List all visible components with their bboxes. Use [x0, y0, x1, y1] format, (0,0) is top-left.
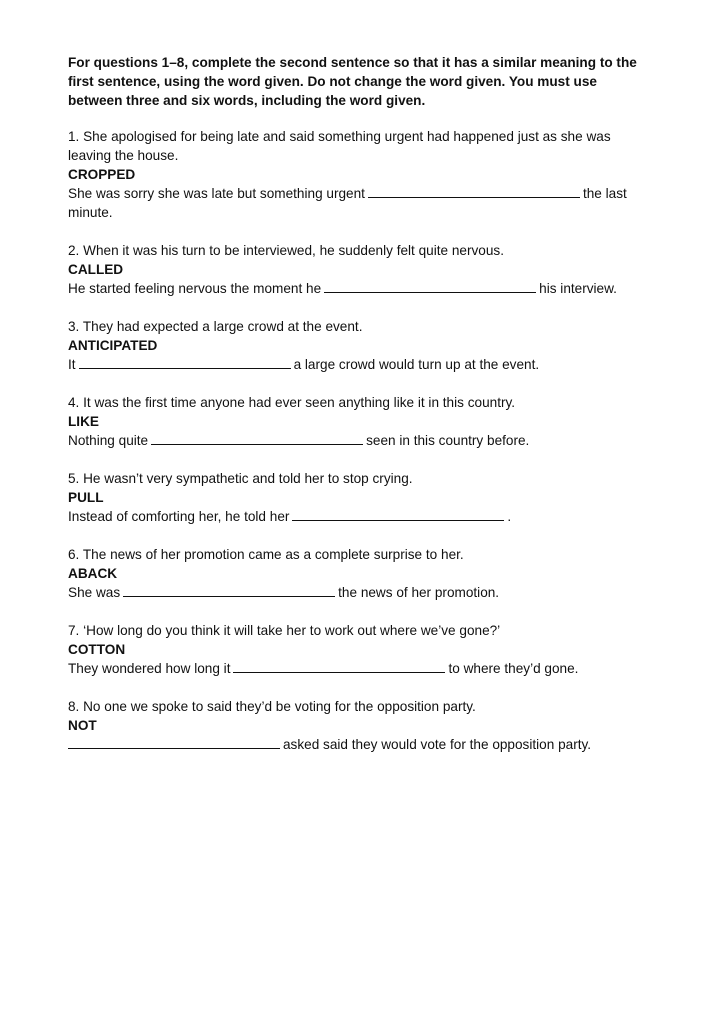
- sentence-end: seen in this country before.: [366, 433, 530, 448]
- question-prompt: 6. The news of her promotion came as a complete surprise to her.: [68, 547, 464, 562]
- sentence-end: the last minute.: [68, 186, 627, 220]
- sentence-start: It: [68, 357, 76, 372]
- sentence-start: They wondered how long it: [68, 661, 231, 676]
- question-8: [68, 697, 649, 754]
- question-1: [68, 127, 649, 222]
- question-prompt: 5. He wasn’t very sympathetic and told her to stop crying.: [68, 471, 413, 486]
- question-prompt: 7. ‘How long do you think it will take her to work out where we’ve gone?’: [68, 623, 501, 638]
- answer-blank[interactable]: [233, 659, 445, 673]
- question-prompt: 8. No one we spoke to said they’d be voting for the opposition party.: [68, 699, 476, 714]
- sentence-end: to where they’d gone.: [448, 661, 579, 676]
- keyword: PULL: [68, 490, 104, 505]
- answer-sentence: [68, 735, 649, 754]
- answer-sentence: [68, 355, 649, 374]
- question-prompt: 3. They had expected a large crowd at the event.: [68, 319, 363, 334]
- answer-blank[interactable]: [151, 431, 363, 445]
- question-7: [68, 621, 649, 678]
- sentence-start: He started feeling nervous the moment he: [68, 281, 322, 296]
- question-prompt: 4. It was the first time anyone had ever seen anything like it in this country.: [68, 395, 516, 410]
- keyword: LIKE: [68, 414, 99, 429]
- answer-blank[interactable]: [79, 355, 291, 369]
- keyword: COTTON: [68, 642, 126, 657]
- keyword: ABACK: [68, 566, 118, 581]
- answer-sentence: [68, 184, 649, 222]
- question-6: [68, 545, 649, 602]
- answer-sentence: [68, 507, 649, 526]
- sentence-end: .: [507, 509, 512, 524]
- question-5: [68, 469, 649, 526]
- answer-blank[interactable]: [68, 735, 280, 749]
- question-prompt: 1. She apologised for being late and said something urgent had happened just as she was leaving the house.: [68, 129, 611, 163]
- answer-sentence: [68, 279, 649, 298]
- answer-sentence: [68, 659, 649, 678]
- answer-sentence: [68, 583, 649, 602]
- sentence-start: She was: [68, 585, 121, 600]
- sentence-start: Nothing quite: [68, 433, 149, 448]
- answer-blank[interactable]: [292, 507, 504, 521]
- answer-blank[interactable]: [123, 583, 335, 597]
- sentence-end: the news of her promotion.: [338, 585, 500, 600]
- sentence-end: asked said they would vote for the opposition party.: [283, 737, 592, 752]
- instructions: For questions 1–8, complete the second sentence so that it has a similar meaning to the first sentence, using the word given. Do not change the word given. You must use between three and six words, including the word given.: [68, 55, 637, 108]
- sentence-start: Instead of comforting her, he told her: [68, 509, 290, 524]
- keyword: CALLED: [68, 262, 124, 277]
- question-3: [68, 317, 649, 374]
- sentence-start: She was sorry she was late but something urgent: [68, 186, 365, 201]
- sentence-end: a large crowd would turn up at the event.: [293, 357, 540, 372]
- sentence-end: his interview.: [539, 281, 617, 296]
- answer-blank[interactable]: [324, 279, 536, 293]
- keyword: ANTICIPATED: [68, 338, 158, 353]
- question-2: [68, 241, 649, 298]
- question-4: [68, 393, 649, 450]
- keyword: CROPPED: [68, 167, 136, 182]
- answer-blank[interactable]: [368, 184, 580, 198]
- answer-sentence: [68, 431, 649, 450]
- question-prompt: 2. When it was his turn to be interviewed, he suddenly felt quite nervous.: [68, 243, 504, 258]
- keyword: NOT: [68, 718, 97, 733]
